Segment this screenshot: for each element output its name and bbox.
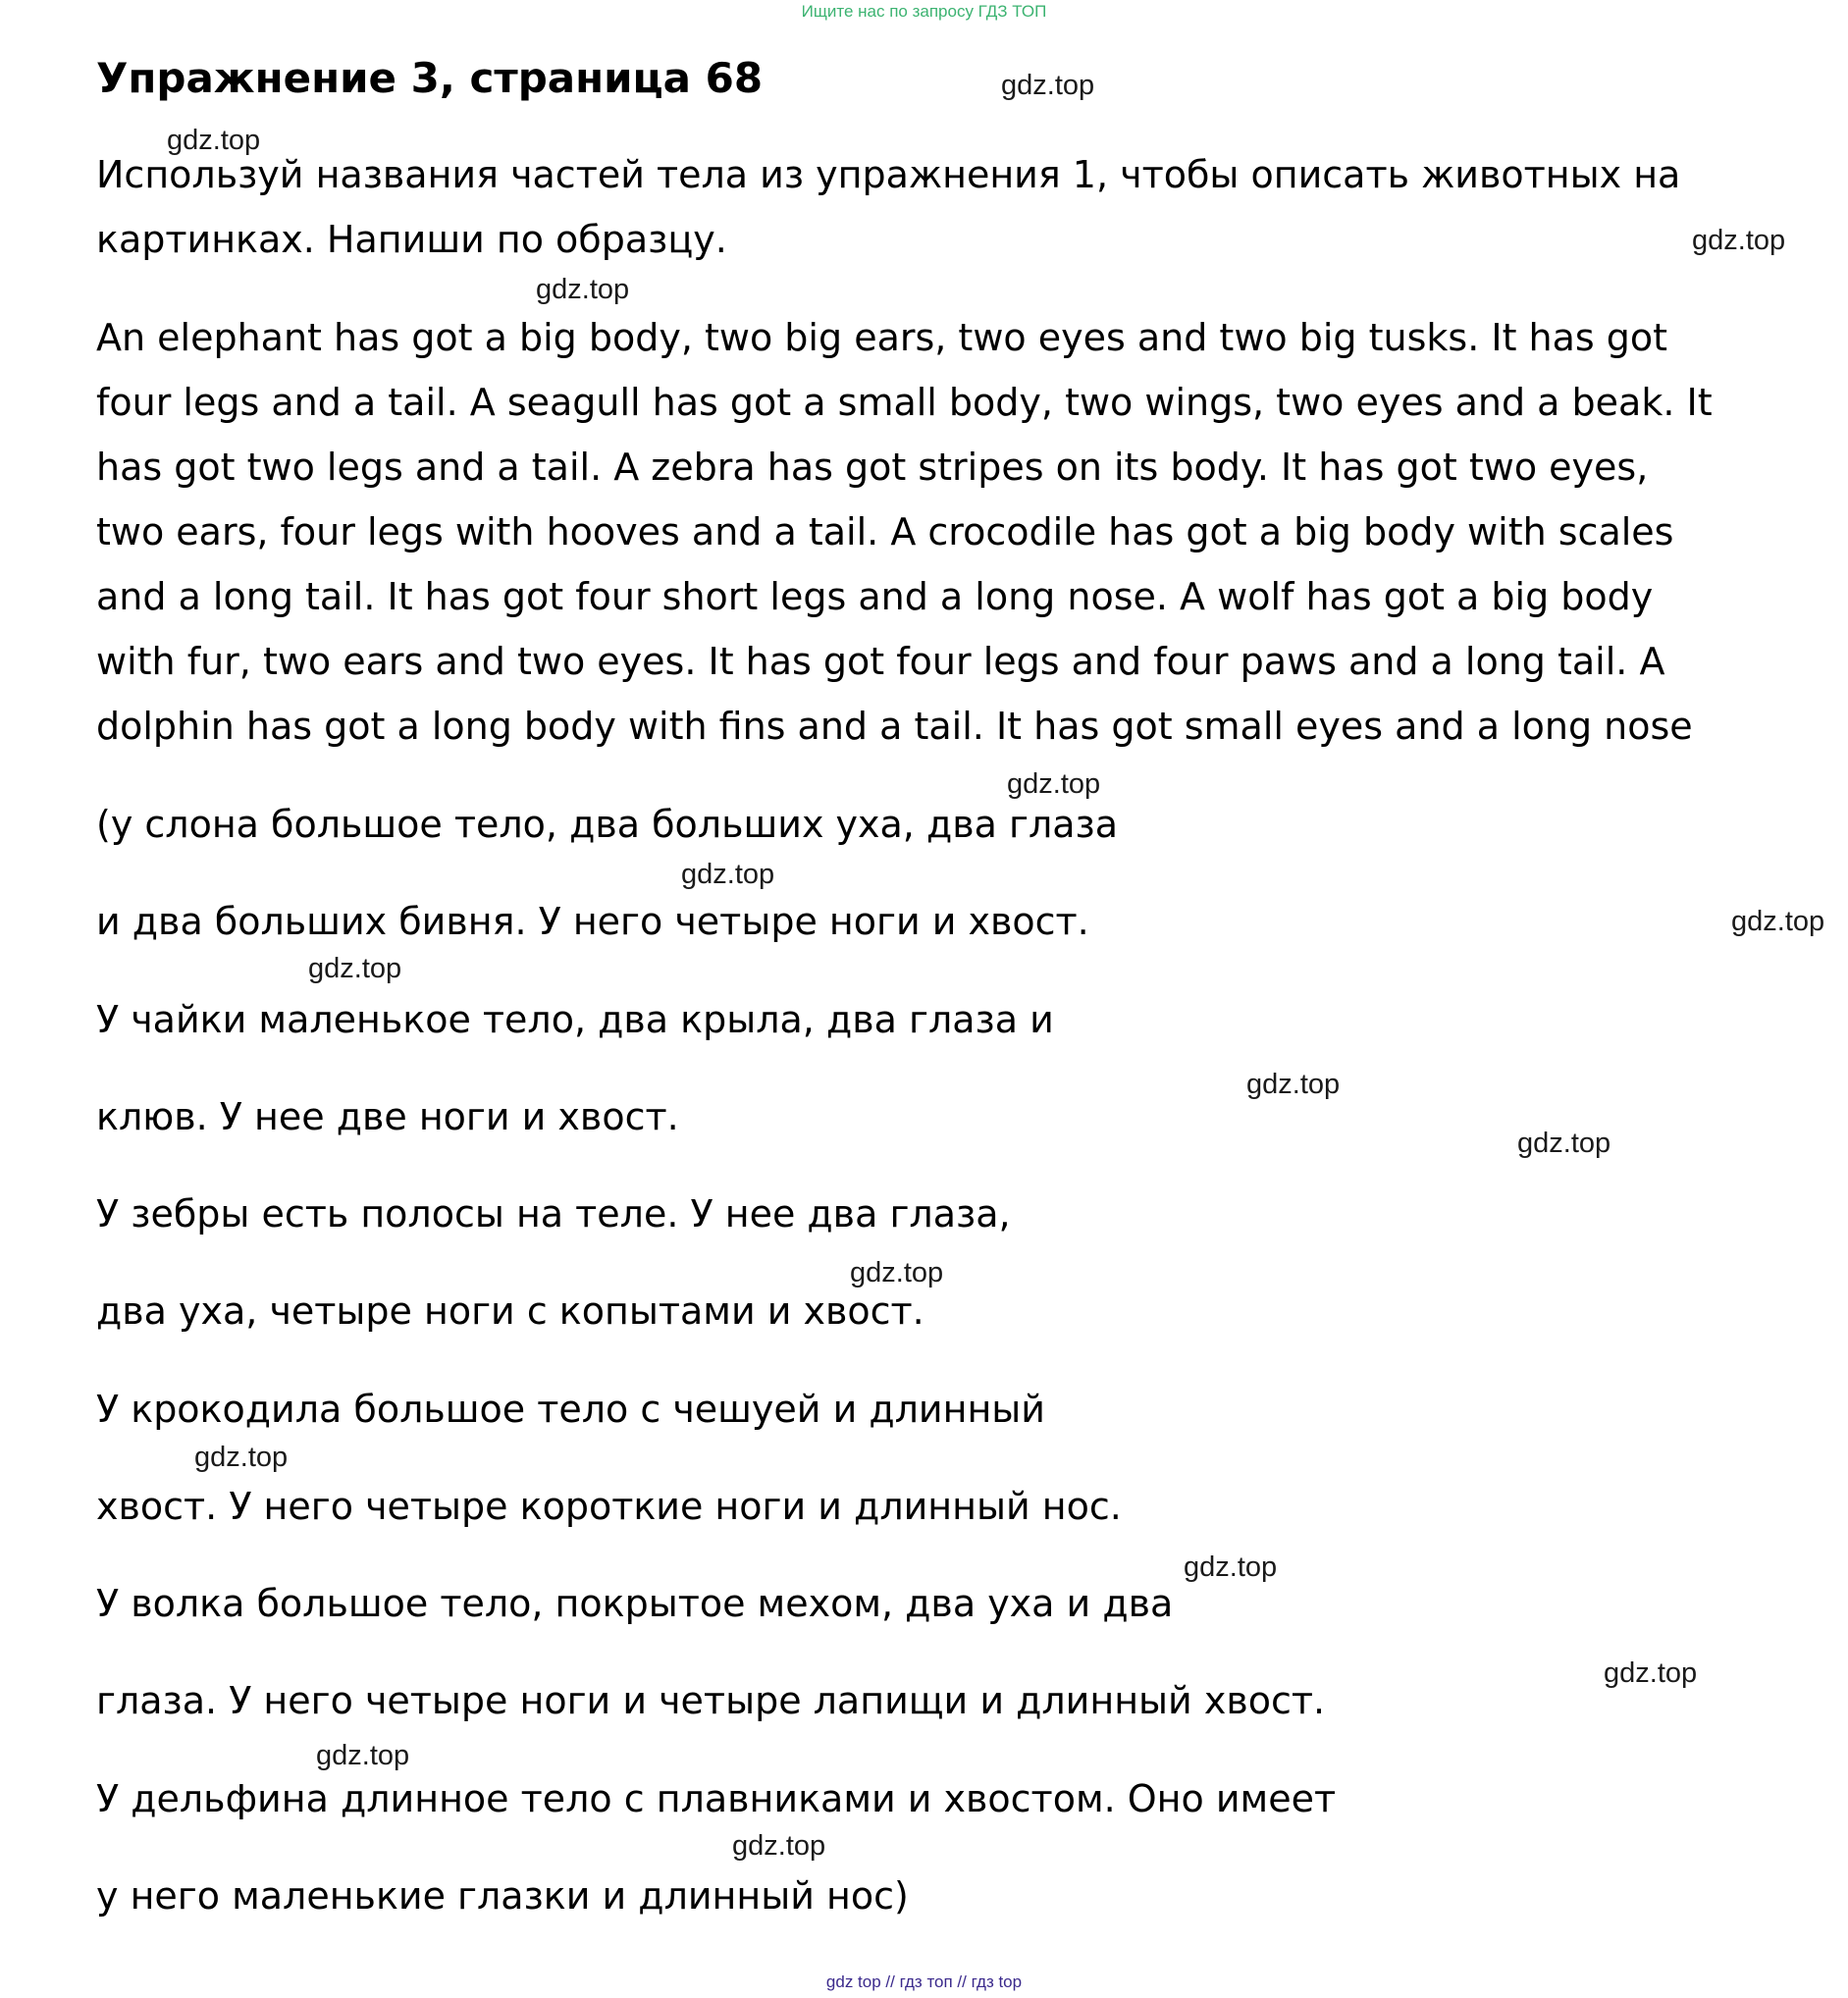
watermark: gdz.top <box>194 1442 289 1473</box>
translation-line: глаза. У него четыре ноги и четыре лапищи и длинный хвост. <box>96 1679 1326 1722</box>
translation-line: у него маленькие глазки и длинный нос) <box>96 1874 909 1918</box>
answer-line: and a long tail. It has got four short legs and a long nose. A wolf has got a big body <box>96 575 1654 618</box>
task-line: Используй названия частей тела из упражнения 1, чтобы описать животных на <box>96 153 1681 196</box>
translation-line: У волка большое тело, покрытое мехом, два уха и два <box>96 1582 1174 1625</box>
translation-line: У дельфина длинное тело с плавниками и хвостом. Оно имеет <box>96 1777 1337 1820</box>
watermark: gdz.top <box>850 1257 944 1288</box>
translation-line: У крокодила большое тело с чешуей и длинный <box>96 1388 1045 1431</box>
answer-line: dolphin has got a long body with fins and a tail. It has got small eyes and a long nose <box>96 705 1693 748</box>
watermark: gdz.top <box>1001 70 1095 101</box>
watermark: gdz.top <box>1246 1069 1341 1100</box>
answer-line: two ears, four legs with hooves and a tail. A crocodile has got a big body with scales <box>96 510 1674 553</box>
translation-line: (у слона большое тело, два больших уха, два глаза <box>96 803 1119 846</box>
footer-links: gdz top // гдз топ // гдз top <box>825 1972 1023 1991</box>
answer-line: four legs and a tail. A seagull has got a small body, two wings, two eyes and a beak. It <box>96 381 1713 424</box>
watermark: gdz.top <box>1731 906 1825 937</box>
watermark: gdz.top <box>1007 768 1101 800</box>
watermark: gdz.top <box>1692 225 1786 256</box>
watermark: gdz.top <box>1184 1551 1278 1583</box>
translation-line: У зебры есть полосы на теле. У нее два глаза, <box>96 1192 1011 1236</box>
task-line: картинках. Напиши по образцу. <box>96 218 727 261</box>
watermark: gdz.top <box>1604 1657 1698 1689</box>
answer-line: An elephant has got a big body, two big ears, two eyes and two big tusks. It has got <box>96 316 1668 359</box>
top-banner: Ищите нас по запросу ГДЗ ТОП <box>801 2 1047 21</box>
translation-line: хвост. У него четыре короткие ноги и длинный нос. <box>96 1485 1122 1528</box>
watermark: gdz.top <box>316 1740 410 1771</box>
answer-line: has got two legs and a tail. A zebra has got stripes on its body. It has got two eyes, <box>96 446 1649 489</box>
page-title: Упражнение 3, страница 68 <box>96 54 764 102</box>
translation-line: и два больших бивня. У него четыре ноги и хвост. <box>96 900 1089 943</box>
watermark: gdz.top <box>681 859 775 890</box>
watermark: gdz.top <box>308 953 402 984</box>
translation-line: клюв. У нее две ноги и хвост. <box>96 1095 679 1138</box>
watermark: gdz.top <box>1517 1128 1611 1159</box>
watermark: gdz.top <box>536 274 630 305</box>
translation-line: два уха, четыре ноги с копытами и хвост. <box>96 1289 924 1333</box>
watermark: gdz.top <box>167 125 261 156</box>
translation-line: У чайки маленькое тело, два крыла, два глаза и <box>96 998 1054 1041</box>
answer-line: with fur, two ears and two eyes. It has got four legs and four paws and a long tail. A <box>96 640 1665 683</box>
watermark: gdz.top <box>732 1830 826 1862</box>
